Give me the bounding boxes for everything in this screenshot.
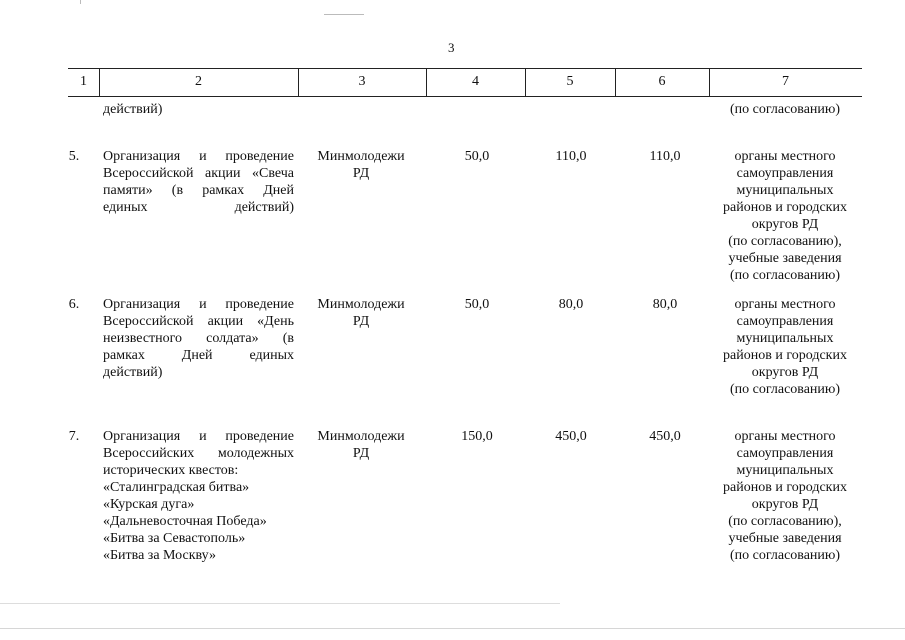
row-title-line: Организация и проведение bbox=[103, 429, 294, 444]
row-title-line: «Сталинградская битва» bbox=[103, 480, 250, 495]
row-title-line: Всероссийской акции «Свеча bbox=[103, 166, 294, 181]
row-title-line: «Битва за Севастополь» bbox=[103, 531, 246, 546]
row-organizer-line: Минмолодежи bbox=[317, 429, 405, 444]
row-partners-line: самоуправления bbox=[736, 446, 834, 461]
continuation-col-2: действий) bbox=[103, 102, 163, 117]
row-title-line: единых действий) bbox=[103, 200, 294, 215]
row-partners-line: округов РД bbox=[751, 365, 819, 380]
row-partners-line: (по согласованию) bbox=[729, 548, 841, 563]
row-title-line: «Курская дуга» bbox=[103, 497, 195, 512]
row-partners-line: учебные заведения bbox=[728, 251, 842, 266]
header-col-2: 2 bbox=[195, 74, 202, 89]
row-title-line: Всероссийской акции «День bbox=[103, 314, 294, 329]
row-value-col-6: 80,0 bbox=[652, 297, 678, 312]
row-partners-line: органы местного bbox=[734, 149, 836, 164]
row-title-line: «Дальневосточная Победа» bbox=[103, 514, 267, 529]
row-value-col-6: 450,0 bbox=[649, 429, 681, 444]
row-number: 7. bbox=[68, 429, 80, 444]
row-partners-line: районов и городских bbox=[723, 200, 847, 215]
row-partners-line: муниципальных bbox=[736, 183, 834, 198]
row-partners-line: округов РД bbox=[751, 497, 819, 512]
row-title-line: «Битва за Москву» bbox=[103, 548, 216, 563]
row-title-line: действий) bbox=[103, 365, 163, 380]
row-title-line: рамках Дней единых bbox=[103, 348, 294, 363]
row-value-col-4: 50,0 bbox=[464, 149, 490, 164]
row-partners-line: органы местного bbox=[734, 297, 836, 312]
row-partners-line: (по согласованию), bbox=[728, 234, 842, 249]
row-organizer-line: РД bbox=[352, 166, 370, 181]
header-col-5: 5 bbox=[566, 74, 574, 89]
row-title-line: неизвестного солдата» (в bbox=[103, 331, 294, 346]
row-partners-line: районов и городских bbox=[723, 480, 847, 495]
row-value-col-4: 150,0 bbox=[461, 429, 493, 444]
header-col-3: 3 bbox=[358, 74, 366, 89]
row-number: 6. bbox=[68, 297, 80, 312]
row-title-line: исторических квестов: bbox=[103, 463, 239, 478]
row-number: 5. bbox=[68, 149, 80, 164]
row-partners-line: муниципальных bbox=[736, 463, 834, 478]
row-value-col-6: 110,0 bbox=[649, 149, 681, 164]
row-value-col-4: 50,0 bbox=[464, 297, 490, 312]
row-title-line: памяти» (в рамках Дней bbox=[103, 183, 294, 198]
header-col-7: 7 bbox=[782, 74, 789, 89]
row-organizer-line: Минмолодежи bbox=[317, 297, 405, 312]
table-header bbox=[68, 68, 862, 97]
row-partners-line: районов и городских bbox=[723, 348, 847, 363]
continuation-col-7: (по согласованию) bbox=[729, 102, 841, 117]
page-number: 3 bbox=[448, 40, 455, 55]
row-partners-line: органы местного bbox=[734, 429, 836, 444]
row-organizer-line: РД bbox=[352, 446, 370, 461]
header-col-4: 4 bbox=[472, 74, 479, 89]
row-partners-line: самоуправления bbox=[736, 314, 834, 329]
row-partners-line: (по согласованию) bbox=[729, 382, 841, 397]
row-partners-line: (по согласованию) bbox=[729, 268, 841, 283]
row-organizer-line: Минмолодежи bbox=[317, 149, 405, 164]
row-title-line: Организация и проведение bbox=[103, 297, 294, 312]
row-partners-line: округов РД bbox=[751, 217, 819, 232]
row-value-col-5: 450,0 bbox=[555, 429, 587, 444]
row-value-col-5: 110,0 bbox=[555, 149, 587, 164]
header-col-1: 1 bbox=[80, 74, 87, 89]
row-partners-line: (по согласованию), bbox=[728, 514, 842, 529]
row-title-line: Организация и проведение bbox=[103, 149, 294, 164]
row-title-line: Всероссийских молодежных bbox=[103, 446, 294, 461]
header-col-6: 6 bbox=[658, 74, 666, 89]
row-value-col-5: 80,0 bbox=[558, 297, 584, 312]
row-partners-line: муниципальных bbox=[736, 331, 834, 346]
row-partners-line: учебные заведения bbox=[728, 531, 842, 546]
row-organizer-line: РД bbox=[352, 314, 370, 329]
row-partners-line: самоуправления bbox=[736, 166, 834, 181]
